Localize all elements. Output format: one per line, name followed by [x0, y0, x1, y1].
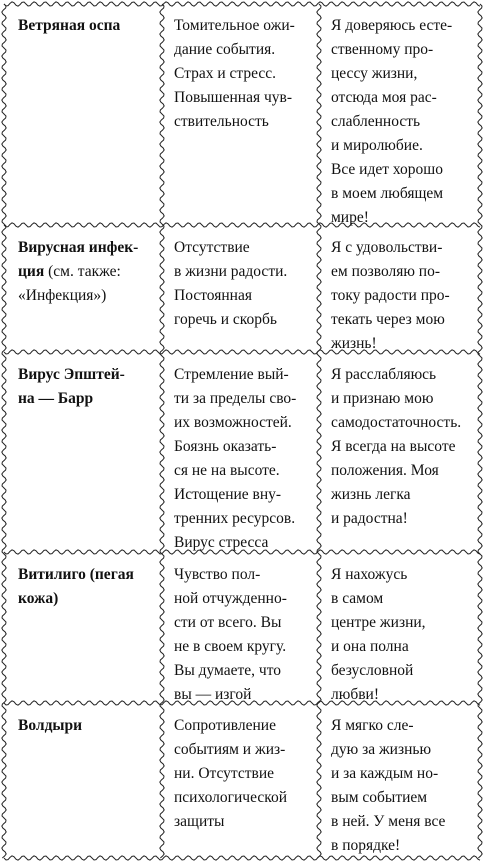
affirmation-line: текать через мою: [331, 311, 445, 328]
cause-line: Томительное ожи-: [174, 17, 295, 34]
cause-line: не в своем кругу.: [174, 638, 287, 655]
affirmation-line: ственному про-: [331, 41, 434, 58]
cause-cell: [174, 714, 314, 834]
cause-line: дание события.: [174, 41, 276, 58]
cause-line: горечь и скорбь: [174, 311, 277, 328]
disease-text: Вирусная инфек-: [18, 239, 139, 256]
affirmation-line: Я нахожусь: [331, 566, 408, 583]
cause-line: Стремление вый-: [174, 366, 289, 383]
affirmation-line: ем позволяю по-: [331, 263, 441, 280]
disease-line: [18, 714, 158, 738]
disease-cell: [18, 714, 158, 738]
disease-line: [18, 284, 158, 308]
disease-line: [18, 236, 158, 260]
affirmation-line: в ней. У меня все: [331, 813, 446, 830]
affirmation-line: и миролюбие.: [331, 137, 423, 154]
cause-line: ти за пределы сво-: [174, 390, 297, 407]
disease-text: Вирус Эпштей-: [18, 366, 125, 383]
disease-note: (см. также:: [44, 263, 121, 280]
disease-line: [18, 387, 158, 411]
disease-text: Волдыри: [18, 717, 83, 734]
cause-line: Вы думаете, что: [174, 662, 282, 679]
affirmation-line: центре жизни,: [331, 614, 426, 631]
disease-cell: [18, 236, 158, 308]
cause-line: Чувство пол-: [174, 566, 261, 583]
disease-line: [18, 563, 158, 587]
affirmation-line: жизнь легка: [331, 486, 411, 503]
cause-line: защиты: [174, 813, 225, 830]
affirmation-line: Я доверяюсь есте-: [331, 17, 453, 34]
cause-line: Боязнь оказать-: [174, 438, 277, 455]
disease-text: Ветряная оспа: [18, 17, 121, 34]
cause-line: вы — изгой: [174, 686, 252, 703]
cause-line: ни. Отсутствие: [174, 765, 275, 782]
affirmation-cell: [331, 363, 471, 531]
cause-cell: [174, 363, 314, 555]
affirmation-line: самодостаточность.: [331, 414, 462, 431]
affirmation-line: и радостна!: [331, 510, 408, 527]
disease-text: ция: [18, 263, 45, 280]
cause-line: психологической: [174, 789, 288, 806]
affirmation-line: в порядке!: [331, 837, 401, 854]
cause-line: Истощение вну-: [174, 486, 282, 503]
cause-line: Страх и стресс.: [174, 65, 277, 82]
cause-cell: [174, 236, 314, 332]
cause-line: тренних ресурсов.: [174, 510, 296, 527]
cause-cell: [174, 563, 314, 707]
border-right-line: [478, 4, 482, 858]
affirmation-line: и признаю мою: [331, 390, 434, 407]
cause-line: сти от всего. Вы: [174, 614, 282, 631]
affirmation-line: отсюда моя рас-: [331, 89, 437, 106]
affirmation-line: в моем любящем: [331, 185, 444, 202]
affirmation-line: Я мягко сле-: [331, 717, 414, 734]
affirmation-cell: [331, 236, 471, 356]
disease-cell: [18, 563, 158, 611]
affirmation-line: положения. Моя: [331, 462, 439, 479]
cause-line: Вирус стресса: [174, 534, 269, 551]
affirmation-line: дую за жизнью: [331, 741, 432, 758]
column-divider: [317, 4, 321, 858]
cause-line: ствительность: [174, 113, 269, 130]
disease-text: на — Барр: [18, 390, 94, 407]
disease-text: «Инфекция»): [18, 287, 107, 304]
affirmation-line: в самом: [331, 590, 384, 607]
disease-line: [18, 14, 158, 38]
affirmation-line: мире!: [331, 209, 369, 226]
affirmation-line: Я расслабляюсь: [331, 366, 437, 383]
affirmation-cell: [331, 14, 471, 230]
affirmation-line: жизнь!: [331, 335, 377, 352]
cause-line: ся не на высоте.: [174, 462, 280, 479]
cause-cell: [174, 14, 314, 134]
affirmation-line: Я всегда на высоте: [331, 438, 456, 455]
cause-line: ной отчужденно-: [174, 590, 287, 607]
affirmation-line: и она полна: [331, 638, 409, 655]
disease-line: [18, 363, 158, 387]
affirmation-line: и за каждым но-: [331, 765, 439, 782]
cause-line: Отсутствие: [174, 239, 250, 256]
affirmation-line: Все идет хорошо: [331, 161, 443, 178]
affirmation-line: цессу жизни,: [331, 65, 418, 82]
cause-line: событиям и жиз-: [174, 741, 286, 758]
disease-cell: [18, 363, 158, 411]
cause-line: Повышенная чув-: [174, 89, 292, 106]
column-divider: [160, 4, 164, 858]
cause-line: Постоянная: [174, 287, 252, 304]
disease-text: кожа): [18, 590, 59, 607]
affirmation-line: вым событием: [331, 789, 428, 806]
border-left-line: [2, 4, 6, 858]
disease-text: Витилиго (пегая: [18, 566, 134, 583]
affirmation-line: любви!: [331, 686, 379, 703]
border-top-line: [4, 2, 480, 6]
affirmation-cell: [331, 563, 471, 707]
affirmation-line: Я с удовольстви-: [331, 239, 443, 256]
disease-cell: [18, 14, 158, 38]
cause-line: их возможностей.: [174, 414, 292, 431]
affirmation-line: безусловной: [331, 662, 414, 679]
cause-line: Сопротивление: [174, 717, 276, 734]
affirmation-line: току радости про-: [331, 287, 450, 304]
affirmation-line: слабленность: [331, 113, 421, 130]
disease-line: [18, 260, 158, 284]
affirmation-cell: [331, 714, 471, 858]
disease-line: [18, 587, 158, 611]
cause-line: в жизни радости.: [174, 263, 288, 280]
